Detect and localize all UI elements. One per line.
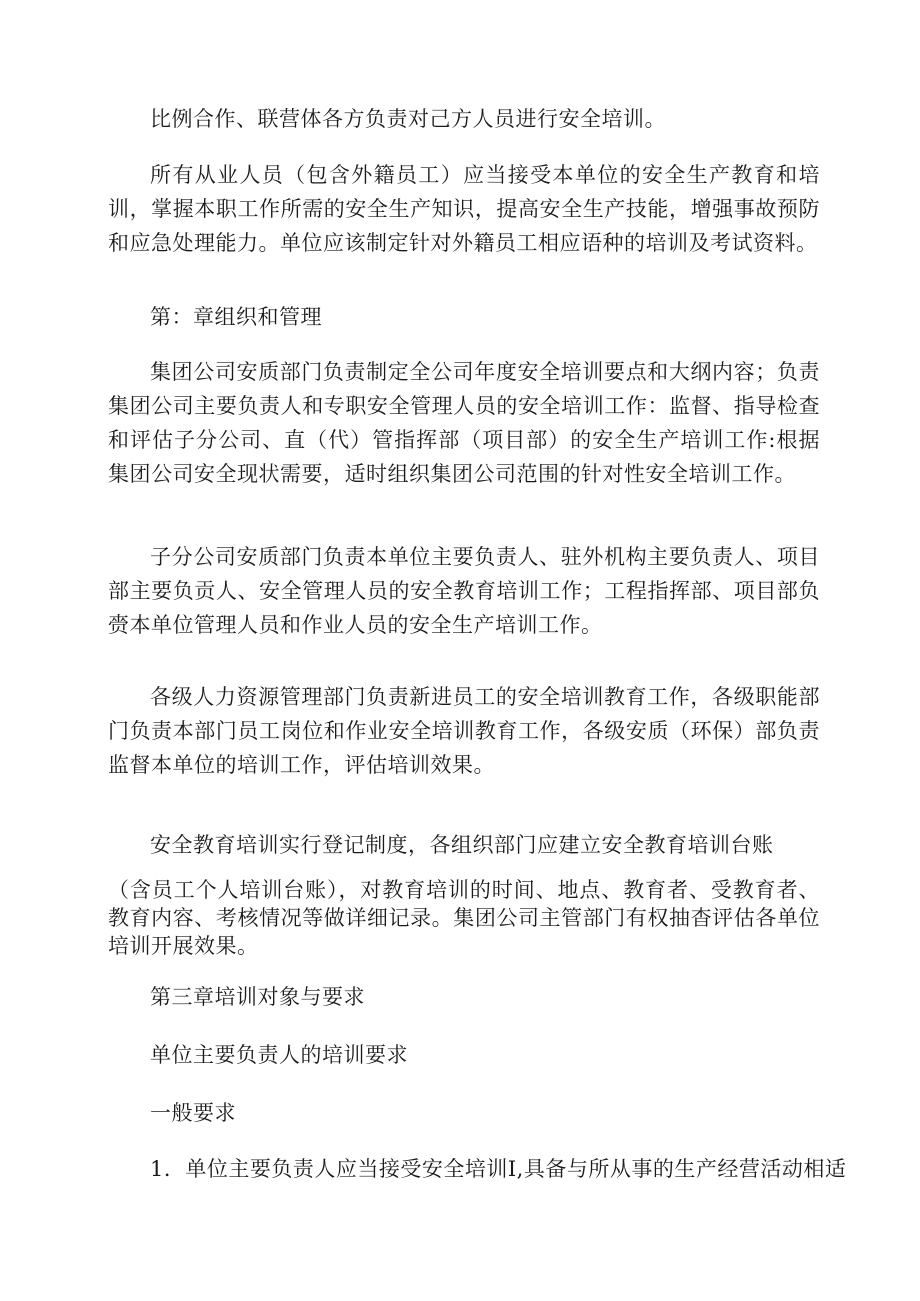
paragraph-subsidiary-dept: 子分公司安质部门负责本单位主要负责人、驻外机构主要负责人、项目部主要负贡人、安全管理人员的安全教育培训工作；工程指挥部、项目部负赍本单位管理人员和作业人员的安全生产培训工作。 bbox=[108, 545, 820, 637]
subsection-heading-general: 一般要求 bbox=[150, 1101, 236, 1125]
paragraph-registration-system: 安全教育培训实行登记制度，各组织部门应建立安全教育培训台账 bbox=[150, 833, 774, 857]
list-item-1: 1．单位主要负责人应当接受安全培训I,具备与所从事的生产经营活动相适 bbox=[150, 1157, 847, 1181]
paragraph-joint-venture-training: 比例合作、联营体各方负责对己方人员进行安全培训。 bbox=[150, 107, 666, 131]
paragraph-training-records: （含员工个人培训台账），对教育培训的时间、地点、教育者、受教育者、教育内容、考核情况等做详细记录。集团公司主管部门有权抽杳评估各单位培训开展效果。 bbox=[108, 878, 820, 958]
chapter-heading-organization: 第：章组织和管理 bbox=[150, 305, 322, 329]
paragraph-all-employees: 所有从业人员（包含外籍员工）应当接受本单位的安全生产教育和培训，掌握本职工作所需的安全生产知识，提高安全生产技能，增强事故预防和应急处理能力。单位应该制定针对外籍员工相应语种的培训及考试资料。 bbox=[108, 163, 820, 255]
chapter-heading-training-targets: 第三章培训对象与要求 bbox=[150, 985, 365, 1009]
paragraph-hr-dept: 各级人力资源管理部门负责新进员工的安全培训教育工作，各级职能部门负责本部门员工岗位和作业安全培训教育工作，各级安质（环保）部负责监督本单位的培训工作，评估培训效果。 bbox=[108, 685, 820, 777]
section-heading-principal-training: 单位主要负责人的培训要求 bbox=[150, 1043, 408, 1067]
paragraph-group-safety-dept: 集团公司安质部门负责制定全公司年度安全培训要点和大纲内容；负责集团公司主要负责人和专职安全管理人员的安全培训工作：监督、指导检查和评估子分公司、直（代）管指挥部（项目部）的安全生产培训工作:根据集团公司安全现状需要，适时组织集团公司范围的针对性安全培训工作。 bbox=[108, 360, 820, 486]
